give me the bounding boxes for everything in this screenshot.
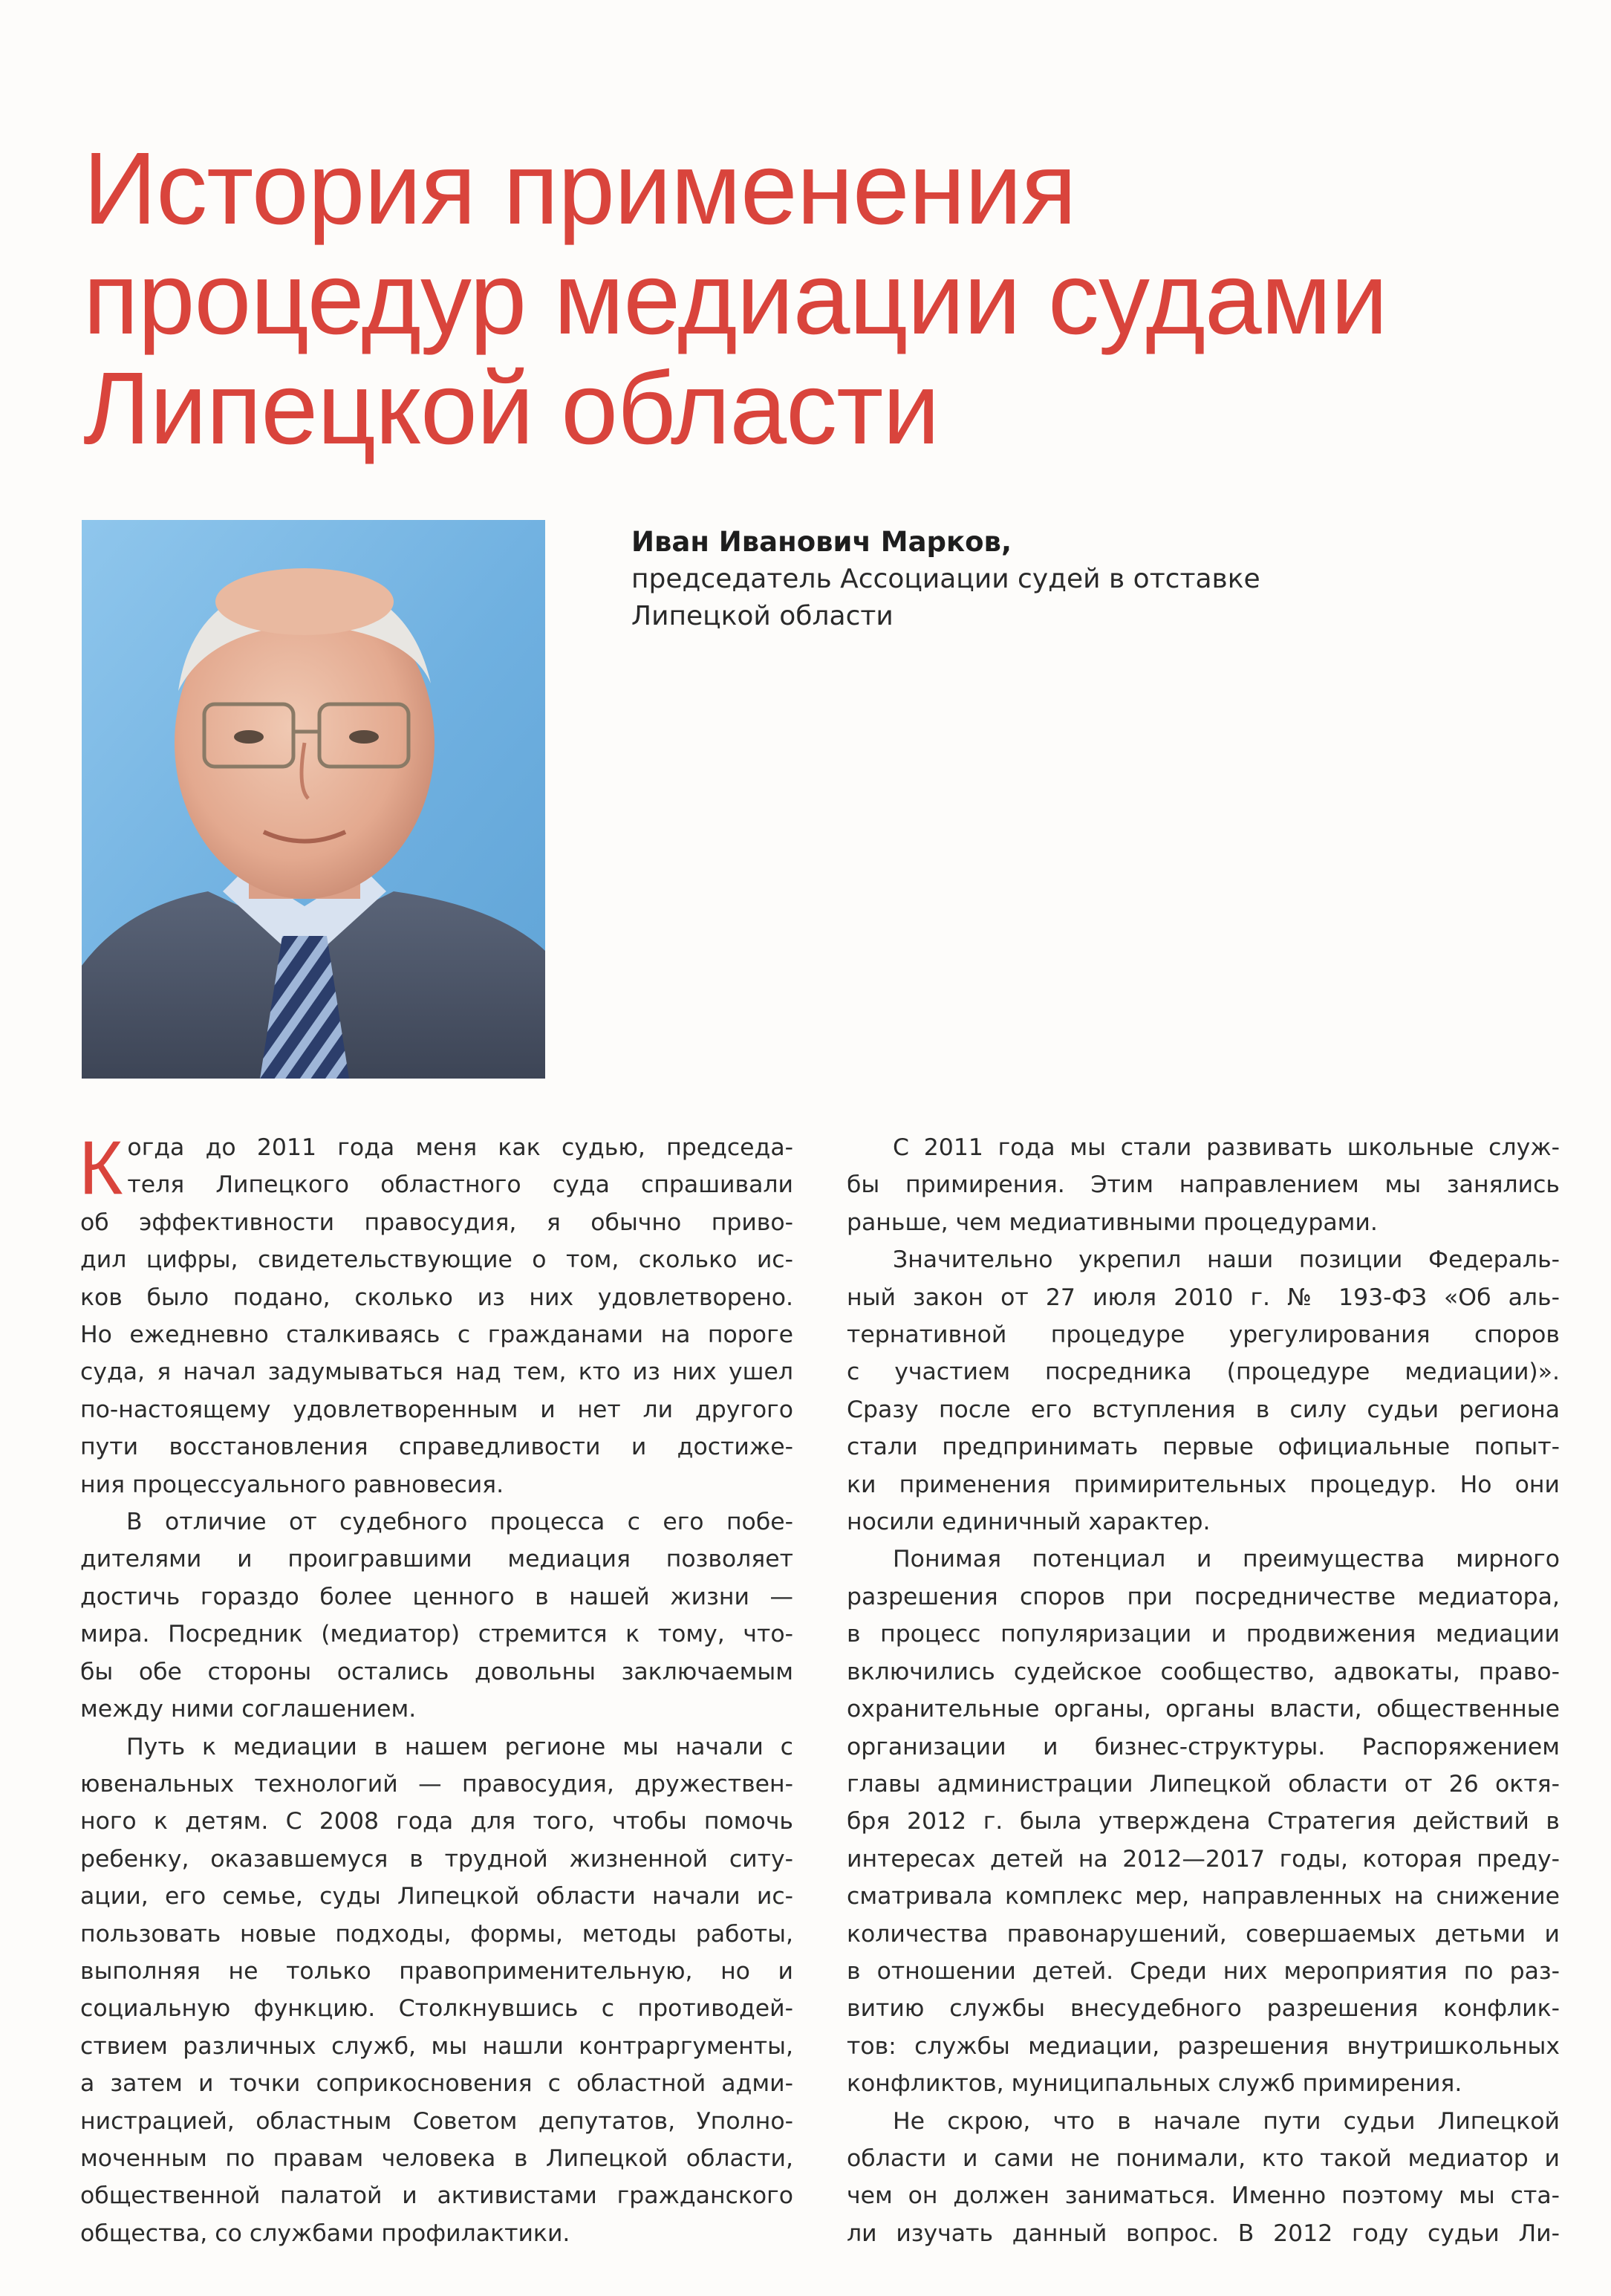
paragraph [847, 1129, 1560, 1241]
author-name: Иван Иванович Марков, [631, 526, 1012, 558]
text-line: ков было подано, сколько из них удовлетворено. [80, 1284, 793, 1311]
paragraph [80, 1728, 793, 2253]
text-line: ного к детям. С 2008 года для того, чтобы помочь [80, 1808, 793, 1835]
text-line: ювенальных технологий — правосудия, дружествен- [80, 1770, 793, 1798]
text-line: теля Липецкого областного суда спрашивали [127, 1171, 793, 1199]
text-line: в процесс популяризации и продвижения медиации [847, 1621, 1560, 1648]
text-line: главы администрации Липецкой области от 26 октя- [847, 1770, 1560, 1798]
text-line: витию службы внесудебного разрешения конфлик- [847, 1995, 1560, 2023]
text-line: Путь к медиации в нашем регионе мы начали с [126, 1733, 793, 1760]
text-line: дил цифры, свидетельствующие о том, сколько ис- [80, 1246, 793, 1274]
drop-cap: К [79, 1125, 123, 1210]
text-line: а затем и точки соприкосновения с областной адми- [80, 2070, 793, 2098]
text-line: выполняя не только правоприменительную, но и [80, 1957, 793, 1985]
title-line: Липецкой области [83, 351, 940, 466]
text-line: Значительно укрепил наши позиции Федераль- [893, 1246, 1560, 1274]
text-line: дителями и проигравшими медиация позволяет [80, 1546, 793, 1573]
text-line: пользовать новые подходы, формы, методы работы, [80, 1920, 793, 1948]
paragraph [847, 1541, 1560, 2102]
text-line: об эффективности правосудия, я обычно приво- [80, 1209, 793, 1236]
author-block [631, 524, 1485, 635]
text-line: достичь гораздо более ценного в нашей жизни — [80, 1583, 793, 1610]
text-line: моченным по правам человека в Липецкой области, [80, 2144, 793, 2172]
paragraph [847, 2103, 1560, 2253]
text-line: разрешения споров при посредничестве медиатора, [847, 1583, 1560, 1610]
text-line: между ними соглашением. [80, 1696, 417, 1723]
text-line: мира. Посредник (медиатор) стремится к тому, что- [80, 1621, 793, 1648]
text-line: ки применения примирительных процедур. Но они [847, 1471, 1560, 1498]
text-line: включились судейское сообщество, адвокаты, право- [847, 1658, 1560, 1685]
text-line: чем он должен заниматься. Именно поэтому мы ста- [847, 2182, 1560, 2210]
text-line: организации и бизнес-структуры. Распоряжением [847, 1733, 1560, 1760]
text-line: интересах детей на 2012—2017 годы, которая преду- [847, 1845, 1560, 1873]
text-line: бря 2012 г. была утверждена Стратегия действий в [847, 1808, 1560, 1835]
text-line: Не скрою, что в начале пути судьи Липецкой [893, 2107, 1560, 2135]
title-line: процедур медиации судами [83, 241, 1387, 356]
article-title [83, 131, 1569, 466]
text-line: носили единичный характер. [847, 1509, 1211, 1536]
text-line: в отношении детей. Среди них мероприятия по раз- [847, 1957, 1560, 1985]
text-line: пути восстановления справедливости и достиже- [80, 1434, 793, 1461]
text-line: сматривала комплекс мер, направленных на снижение [847, 1883, 1560, 1910]
text-line: огда до 2011 года меня как судью, председа- [127, 1134, 793, 1161]
author-photo [82, 520, 545, 1079]
column-right [847, 1129, 1560, 2252]
text-line: тов: службы медиации, разрешения внутришкольных [847, 2032, 1560, 2060]
column-left [79, 1125, 793, 2252]
text-line: ный закон от 27 июля 2010 г. № 193-ФЗ «Об аль- [847, 1284, 1560, 1311]
text-line: суда, я начал задумываться над тем, кто из них ушел [80, 1359, 793, 1386]
title-line: История применения [83, 131, 1076, 246]
text-line: тернативной процедуре урегулирования споров [847, 1321, 1560, 1349]
text-line: конфликтов, муниципальных служб примирения. [847, 2070, 1462, 2098]
text-line: ния процессуального равновесия. [80, 1471, 504, 1498]
text-line: С 2011 года мы стали развивать школьные служ- [893, 1134, 1560, 1161]
text-line: Понимая потенциал и преимущества мирного [893, 1546, 1560, 1573]
text-line: Сразу после его вступления в силу судьи региона [847, 1396, 1560, 1423]
text-line: количества правонарушений, совершаемых детьми и [847, 1920, 1560, 1948]
text-line: раньше, чем медиативными процедурами. [847, 1209, 1378, 1236]
author-portrait-image [82, 520, 545, 1079]
text-line: ации, его семье, суды Липецкой области начали ис- [80, 1883, 793, 1910]
text-line: стали предпринимать первые официальные попыт- [847, 1434, 1560, 1461]
text-line: общества, со службами профилактики. [80, 2219, 570, 2247]
text-line: ли изучать данный вопрос. В 2012 году судьи Ли- [847, 2219, 1560, 2247]
text-line: социальную функцию. Столкнувшись с противодей- [80, 1995, 793, 2023]
author-role: председатель Ассоциации судей в отставке Липецкой области [631, 564, 1260, 631]
paragraph [79, 1125, 793, 1503]
text-line: по-настоящему удовлетворенным и нет ли другого [80, 1396, 793, 1423]
text-line: общественной палатой и активистами гражданского [80, 2182, 793, 2210]
text-line: бы примирения. Этим направлением мы занялись [847, 1171, 1560, 1199]
text-line: области и сами не понимали, кто такой медиатор и [847, 2144, 1560, 2172]
text-line: ствием различных служб, мы нашли контраргументы, [80, 2032, 793, 2060]
text-line: охранительные органы, органы власти, общественные [847, 1696, 1560, 1723]
text-line: нистрацией, областным Советом депутатов, Уполно- [80, 2107, 793, 2135]
text-line: бы обе стороны остались довольны заключаемым [80, 1658, 793, 1685]
text-line: с участием посредника (процедуре медиации)». [847, 1359, 1560, 1386]
paragraph [847, 1241, 1560, 1541]
text-line: В отличие от судебного процесса с его побе- [126, 1509, 793, 1536]
paragraph [80, 1503, 793, 1728]
text-line: ребенку, оказавшемуся в трудной жизненной ситу- [80, 1845, 793, 1873]
text-line: Но ежедневно сталкиваясь с гражданами на пороге [80, 1321, 793, 1349]
